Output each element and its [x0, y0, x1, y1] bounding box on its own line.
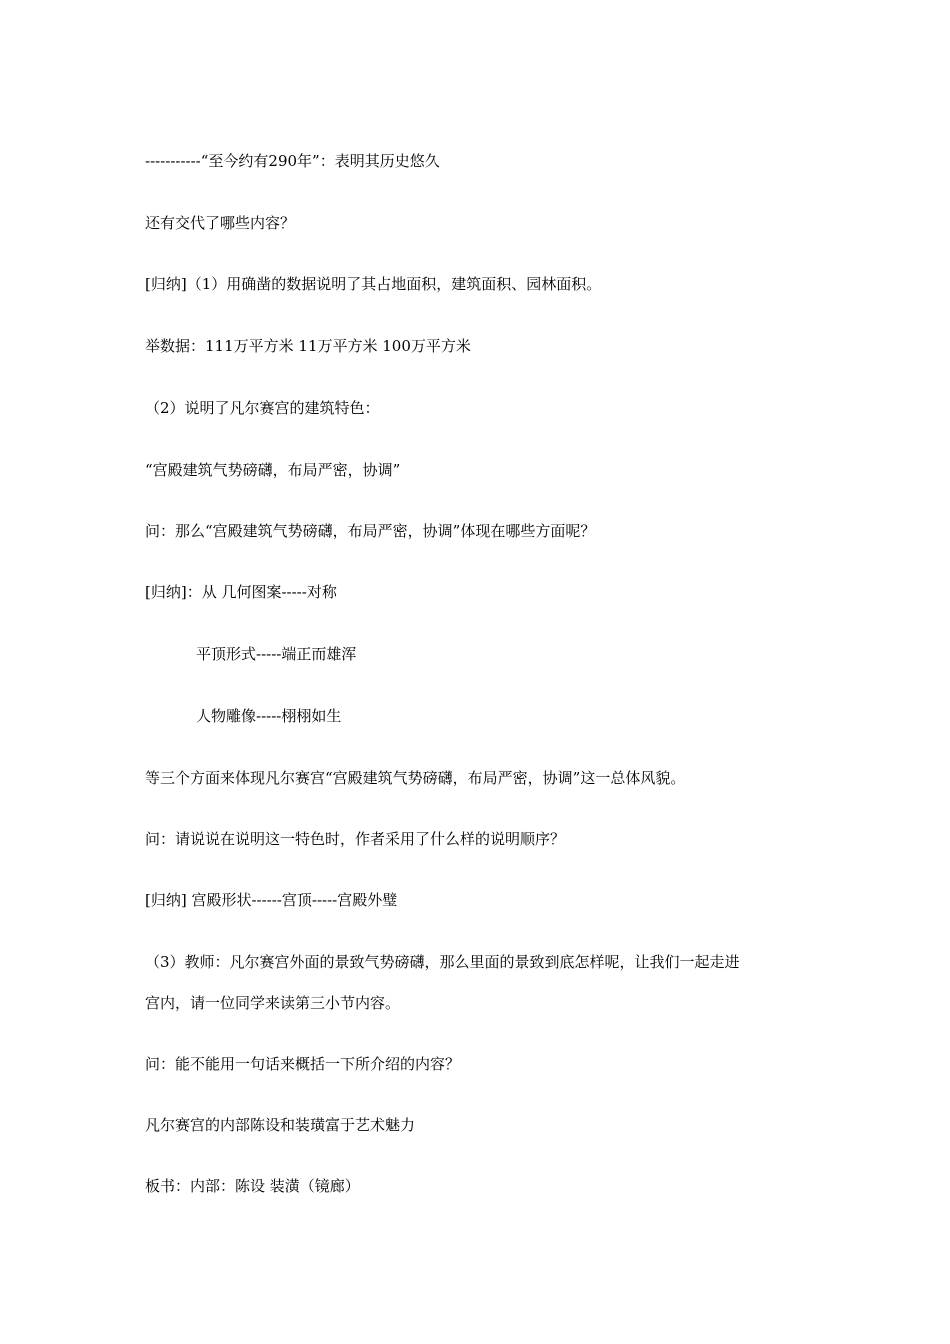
summary-line: [归纳]：从 几何图案-----对称 — [145, 583, 337, 601]
summary-line: [归纳]（1）用确凿的数据说明了其占地面积，建筑面积、园林面积。 — [145, 275, 602, 293]
summary-sub-line: 人物雕像-----栩栩如生 — [196, 707, 342, 725]
board-note-line: 板书：内部：陈设 装潢（镜廊） — [145, 1177, 360, 1195]
summary-line: [归纳] 宫殿形状------宫顶-----宫殿外璧 — [145, 891, 398, 909]
conclusion-line: 等三个方面来体现凡尔赛宫“宫殿建筑气势磅礴，布局严密，协调”这一总体风貌。 — [145, 769, 686, 787]
teacher-line: （3）教师：凡尔赛宫外面的景致气势磅礴，那么里面的景致到底怎样呢，让我们一起走进 — [145, 953, 740, 971]
question-line: 还有交代了哪些内容？ — [145, 214, 296, 232]
answer-line: 凡尔赛宫的内部陈设和装璜富于艺术魅力 — [145, 1116, 416, 1134]
teacher-line-continued: 宫内，请一位同学来读第三小节内容。 — [145, 994, 401, 1012]
point-heading-line: （2）说明了凡尔赛宫的建筑特色： — [145, 399, 380, 417]
data-line: 举数据：111万平方米 11万平方米 100万平方米 — [145, 337, 471, 355]
question-line: 问：能不能用一句话来概括一下所介绍的内容？ — [145, 1055, 461, 1073]
question-line: 问：请说说在说明这一特色时，作者采用了什么样的说明顺序？ — [145, 830, 566, 848]
question-line: 问：那么“宫殿建筑气势磅礴，布局严密，协调”体现在哪些方面呢？ — [145, 522, 596, 540]
quote-line: “宫殿建筑气势磅礴，布局严密，协调” — [145, 461, 401, 479]
summary-sub-line: 平顶形式-----端正而雄浑 — [196, 645, 357, 663]
history-note-line: -----------“至今约有290年”：表明其历史悠久 — [145, 152, 440, 170]
